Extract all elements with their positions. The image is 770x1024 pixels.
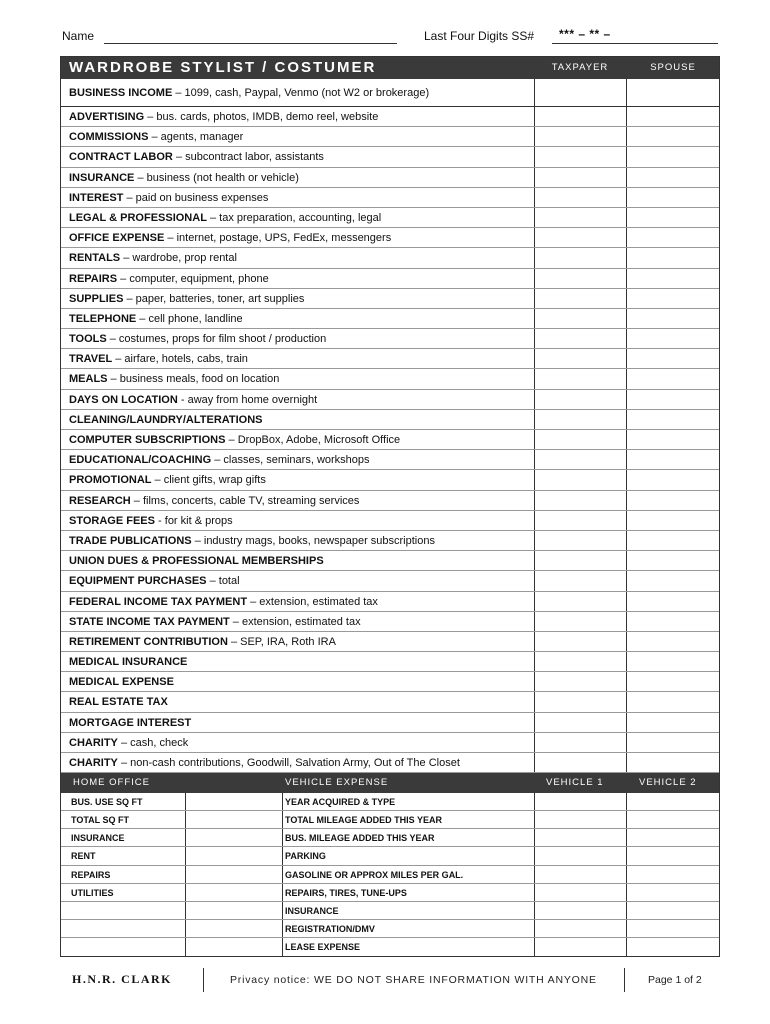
spouse-cell[interactable] <box>626 188 720 207</box>
expense-label <box>69 107 378 127</box>
ss-value: *** – ** – <box>559 27 611 41</box>
footer-divider <box>203 968 204 992</box>
expense-label <box>69 127 243 147</box>
spouse-cell[interactable] <box>626 430 720 449</box>
expense-category: REAL ESTATE TAX <box>69 696 168 709</box>
spouse-cell[interactable] <box>626 491 720 510</box>
vehicle2-cell[interactable] <box>626 884 720 901</box>
expense-description: – wardrobe, prop rental <box>120 252 237 265</box>
vehicle1-cell[interactable] <box>534 847 626 864</box>
home-vehicle-row <box>61 811 719 829</box>
vehicle-expense-cell <box>282 793 534 810</box>
spouse-cell[interactable] <box>626 450 720 469</box>
expense-row <box>61 551 719 571</box>
spouse-cell[interactable] <box>626 269 720 288</box>
expense-description: – industry mags, books, newspaper subscriptions <box>191 534 435 547</box>
expense-label <box>69 470 266 490</box>
expense-label <box>69 248 237 268</box>
expense-description: – classes, seminars, workshops <box>211 454 370 467</box>
spouse-cell[interactable] <box>626 531 720 550</box>
expense-description: – tax preparation, accounting, legal <box>206 211 382 224</box>
expense-label <box>69 289 304 309</box>
vehicle2-cell[interactable] <box>626 902 720 919</box>
vehicle2-cell[interactable] <box>626 866 720 883</box>
expense-row <box>61 329 719 349</box>
spouse-cell[interactable] <box>626 410 720 429</box>
expense-category: BUSINESS INCOME <box>69 87 173 99</box>
vehicle1-cell[interactable] <box>534 811 626 828</box>
expense-category: RENTALS <box>69 252 121 265</box>
expense-description: – bus. cards, photos, IMDB, demo reel, website <box>144 111 379 123</box>
home-vehicle-rows <box>61 793 719 956</box>
spouse-cell[interactable] <box>626 309 720 328</box>
spouse-cell[interactable] <box>626 289 720 308</box>
expense-label <box>69 269 269 289</box>
home-vehicle-row <box>61 866 719 884</box>
header-line <box>62 27 718 45</box>
home-vehicle-row <box>61 793 719 811</box>
expense-label <box>69 491 359 511</box>
expense-category: UNION DUES & PROFESSIONAL MEMBERSHIPS <box>69 555 324 568</box>
taxpayer-cell[interactable] <box>534 632 626 651</box>
footer <box>60 968 720 994</box>
vehicle-expense-cell <box>282 811 534 828</box>
expense-description: - for kit & props <box>154 514 233 527</box>
taxpayer-cell[interactable] <box>534 269 626 288</box>
taxpayer-cell[interactable] <box>534 147 626 166</box>
form-title: WARDROBE STYLIST / COSTUMER <box>69 59 377 76</box>
vehicle-expense-label: TOTAL MILEAGE ADDED THIS YEAR <box>285 815 443 826</box>
expense-category: SUPPLIES <box>69 292 124 305</box>
spouse-cell[interactable] <box>626 147 720 166</box>
taxpayer-cell[interactable] <box>534 369 626 388</box>
taxpayer-cell[interactable] <box>534 208 626 227</box>
expense-row <box>61 390 719 410</box>
ss-label: Last Four Digits SS# <box>424 29 535 43</box>
home-office-cell[interactable] <box>185 938 282 956</box>
taxpayer-cell[interactable] <box>534 450 626 469</box>
expense-description: – subcontract labor, assistants <box>172 151 324 164</box>
vehicle1-header: VEHICLE 1 <box>546 777 604 789</box>
expense-category: MEDICAL INSURANCE <box>69 656 188 669</box>
expense-category: OFFICE EXPENSE <box>69 232 165 245</box>
taxpayer-cell[interactable] <box>534 289 626 308</box>
taxpayer-cell[interactable] <box>534 692 626 711</box>
vehicle-expense-cell <box>282 938 534 956</box>
taxpayer-cell[interactable] <box>534 571 626 590</box>
vehicle1-cell[interactable] <box>534 829 626 846</box>
vehicle2-cell[interactable] <box>626 938 720 956</box>
expense-description: – extension, estimated tax <box>247 595 378 608</box>
home-office-cell[interactable] <box>185 866 282 883</box>
vehicle2-cell[interactable] <box>626 811 720 828</box>
taxpayer-cell[interactable] <box>534 349 626 368</box>
expense-row <box>61 511 719 531</box>
taxpayer-cell[interactable] <box>534 551 626 570</box>
expense-description: – cash, check <box>117 736 189 749</box>
taxpayer-cell[interactable] <box>534 168 626 187</box>
expense-description: – client gifts, wrap gifts <box>151 474 266 487</box>
vehicle2-cell[interactable] <box>626 920 720 937</box>
taxpayer-cell[interactable] <box>534 733 626 752</box>
expense-row <box>61 168 719 188</box>
spouse-cell[interactable] <box>626 228 720 247</box>
expense-label <box>69 753 460 773</box>
section2-header <box>61 773 719 793</box>
expense-row <box>61 309 719 329</box>
expense-description: – SEP, IRA, Roth IRA <box>227 635 336 648</box>
spouse-cell[interactable] <box>626 107 720 126</box>
expense-label <box>69 168 299 188</box>
spouse-cell[interactable] <box>626 692 720 711</box>
expense-label <box>69 79 429 107</box>
expense-description: – computer, equipment, phone <box>117 272 269 285</box>
expense-label <box>69 450 370 470</box>
spouse-cell[interactable] <box>626 672 720 691</box>
vehicle1-cell[interactable] <box>534 793 626 810</box>
home-office-label: TOTAL SQ FT <box>71 815 129 826</box>
expense-category: MORTGAGE INTEREST <box>69 716 192 729</box>
expense-description: – 1099, cash, Paypal, Venmo (not W2 or brokerage) <box>172 87 430 99</box>
spouse-cell[interactable] <box>626 612 720 631</box>
expense-row <box>61 107 719 127</box>
home-vehicle-row <box>61 938 719 956</box>
spouse-cell[interactable] <box>626 511 720 530</box>
expense-category: EDUCATIONAL/COACHING <box>69 454 212 467</box>
expense-rows <box>61 79 719 773</box>
vehicle-expense-cell <box>282 902 534 919</box>
expense-category: REPAIRS <box>69 272 118 285</box>
spouse-cell[interactable] <box>626 248 720 267</box>
spouse-cell[interactable] <box>626 571 720 590</box>
taxpayer-cell[interactable] <box>534 713 626 732</box>
expense-category: RESEARCH <box>69 494 131 507</box>
home-office-label: UTILITIES <box>71 887 114 898</box>
expense-description: – costumes, props for film shoot / production <box>106 333 327 346</box>
expense-category: RETIREMENT CONTRIBUTION <box>69 635 228 648</box>
taxpayer-cell[interactable] <box>534 188 626 207</box>
vehicle-expense-cell <box>282 829 534 846</box>
spouse-cell[interactable] <box>626 79 720 106</box>
expense-description: – business (not health or vehicle) <box>134 171 299 184</box>
expense-category: CHARITY <box>69 757 118 769</box>
expense-label <box>69 349 248 369</box>
vehicle2-header: VEHICLE 2 <box>639 777 697 789</box>
spouse-cell[interactable] <box>626 632 720 651</box>
vehicle-expense-label: INSURANCE <box>285 905 339 916</box>
expense-label <box>69 188 268 208</box>
form-header <box>61 57 719 79</box>
expense-category: STORAGE FEES <box>69 514 155 527</box>
expense-category: MEALS <box>69 373 108 386</box>
expense-row <box>61 228 719 248</box>
expense-row <box>61 713 719 733</box>
spouse-cell[interactable] <box>626 369 720 388</box>
expense-label <box>69 733 188 753</box>
taxpayer-cell[interactable] <box>534 410 626 429</box>
vehicle-expense-label: YEAR ACQUIRED & TYPE <box>285 797 396 808</box>
taxpayer-header: TAXPAYER <box>551 62 609 73</box>
expense-description: – DropBox, Adobe, Microsoft Office <box>225 434 401 446</box>
expense-label <box>69 147 324 167</box>
expense-label <box>69 430 400 450</box>
expense-description: – paid on business expenses <box>123 191 269 204</box>
expense-description: – agents, manager <box>148 131 244 144</box>
expense-category: DAYS ON LOCATION <box>69 393 178 406</box>
expense-row <box>61 753 719 773</box>
expense-form <box>60 56 720 957</box>
expense-category: EQUIPMENT PURCHASES <box>69 575 207 588</box>
expense-category: FEDERAL INCOME TAX PAYMENT <box>69 595 248 608</box>
expense-description: – airfare, hotels, cabs, train <box>112 353 248 366</box>
expense-label <box>69 592 378 612</box>
expense-row <box>61 79 719 107</box>
vehicle2-cell[interactable] <box>626 793 720 810</box>
taxpayer-cell[interactable] <box>534 672 626 691</box>
taxpayer-cell[interactable] <box>534 612 626 631</box>
expense-description: – total <box>206 575 240 588</box>
name-field[interactable] <box>104 43 397 44</box>
expense-category: INTEREST <box>69 191 124 204</box>
expense-row <box>61 188 719 208</box>
taxpayer-cell[interactable] <box>534 248 626 267</box>
vehicle1-cell[interactable] <box>534 866 626 883</box>
taxpayer-cell[interactable] <box>534 390 626 409</box>
expense-row <box>61 410 719 430</box>
expense-row <box>61 692 719 712</box>
vehicle-expense-cell <box>282 847 534 864</box>
taxpayer-cell[interactable] <box>534 309 626 328</box>
expense-label <box>69 551 324 571</box>
expense-row <box>61 147 719 167</box>
taxpayer-cell[interactable] <box>534 491 626 510</box>
expense-category: TRADE PUBLICATIONS <box>69 534 192 547</box>
home-office-cell[interactable] <box>185 811 282 828</box>
expense-row <box>61 592 719 612</box>
expense-category: MEDICAL EXPENSE <box>69 676 174 689</box>
expense-description: – extension, estimated tax <box>229 615 361 628</box>
expense-row <box>61 632 719 652</box>
privacy-notice: Privacy notice: WE DO NOT SHARE INFORMATION WITH ANYONE <box>230 974 597 986</box>
expense-category: CONTRACT LABOR <box>69 151 173 164</box>
home-office-header: HOME OFFICE <box>73 777 150 789</box>
page-number: Page 1 of 2 <box>648 974 702 986</box>
expense-description: – internet, postage, UPS, FedEx, messengers <box>164 232 392 245</box>
home-vehicle-row <box>61 847 719 865</box>
expense-label <box>69 692 168 712</box>
vehicle-expense-cell <box>282 866 534 883</box>
expense-label <box>69 410 263 430</box>
spouse-header: SPOUSE <box>650 62 696 73</box>
vehicle-expense-label: PARKING <box>285 851 326 862</box>
taxpayer-cell[interactable] <box>534 79 626 106</box>
expense-description: – films, concerts, cable TV, streaming services <box>130 494 360 507</box>
vehicle-expense-cell <box>282 884 534 901</box>
spouse-cell[interactable] <box>626 733 720 752</box>
expense-label <box>69 713 191 733</box>
expense-row <box>61 470 719 490</box>
expense-category: COMMISSIONS <box>69 131 149 144</box>
expense-row <box>61 531 719 551</box>
expense-description: – business meals, food on location <box>107 373 280 386</box>
taxpayer-cell[interactable] <box>534 652 626 671</box>
expense-row <box>61 491 719 511</box>
spouse-cell[interactable] <box>626 127 720 146</box>
expense-row <box>61 349 719 369</box>
spouse-cell[interactable] <box>626 753 720 772</box>
expense-label <box>69 672 174 692</box>
expense-category: STATE INCOME TAX PAYMENT <box>69 615 230 628</box>
home-vehicle-row <box>61 884 719 902</box>
expense-category: ADVERTISING <box>69 111 145 123</box>
expense-label <box>69 369 279 389</box>
expense-label <box>69 329 326 349</box>
taxpayer-cell[interactable] <box>534 531 626 550</box>
expense-row <box>61 369 719 389</box>
expense-row <box>61 672 719 692</box>
vehicle1-cell[interactable] <box>534 884 626 901</box>
home-office-cell[interactable] <box>185 847 282 864</box>
vehicle2-cell[interactable] <box>626 829 720 846</box>
expense-description: – cell phone, landline <box>136 312 243 325</box>
expense-category: CLEANING/LAUNDRY/ALTERATIONS <box>69 413 263 426</box>
expense-label <box>69 511 233 531</box>
vehicle-expense-label: REGISTRATION/DMV <box>285 923 375 934</box>
vehicle1-cell[interactable] <box>534 938 626 956</box>
home-office-cell[interactable] <box>185 884 282 901</box>
taxpayer-cell[interactable] <box>534 753 626 772</box>
expense-description: – paper, batteries, toner, art supplies <box>123 292 305 305</box>
home-vehicle-row <box>61 829 719 847</box>
spouse-cell[interactable] <box>626 168 720 187</box>
expense-label <box>69 390 317 410</box>
brand-logo: H.N.R. CLARK <box>72 972 173 986</box>
expense-label <box>69 652 187 672</box>
ss-field[interactable] <box>552 43 718 44</box>
spouse-cell[interactable] <box>626 329 720 348</box>
vehicle-expense-cell <box>282 920 534 937</box>
taxpayer-cell[interactable] <box>534 430 626 449</box>
home-office-cell[interactable] <box>185 829 282 846</box>
taxpayer-cell[interactable] <box>534 511 626 530</box>
expense-description: - away from home overnight <box>177 393 318 406</box>
expense-category: PROMOTIONAL <box>69 474 152 487</box>
expense-category: COMPUTER SUBSCRIPTIONS <box>69 434 226 446</box>
home-vehicle-row <box>61 902 719 920</box>
expense-row <box>61 450 719 470</box>
spouse-cell[interactable] <box>626 713 720 732</box>
expense-category: INSURANCE <box>69 171 135 184</box>
expense-label <box>69 571 240 591</box>
vehicle-expense-label: REPAIRS, TIRES, TUNE-UPS <box>285 887 407 898</box>
spouse-cell[interactable] <box>626 551 720 570</box>
taxpayer-cell[interactable] <box>534 592 626 611</box>
spouse-cell[interactable] <box>626 470 720 489</box>
expense-row <box>61 127 719 147</box>
home-office-cell[interactable] <box>185 920 282 937</box>
expense-label <box>69 309 243 329</box>
taxpayer-cell[interactable] <box>534 329 626 348</box>
spouse-cell[interactable] <box>626 390 720 409</box>
vehicle-expense-label: LEASE EXPENSE <box>285 941 361 952</box>
expense-row <box>61 208 719 228</box>
vehicle1-cell[interactable] <box>534 902 626 919</box>
vehicle2-cell[interactable] <box>626 847 720 864</box>
vehicle-expense-label: BUS. MILEAGE ADDED THIS YEAR <box>285 833 435 844</box>
expense-category: LEGAL & PROFESSIONAL <box>69 211 207 224</box>
home-office-label: REPAIRS <box>71 869 111 880</box>
expense-row <box>61 269 719 289</box>
expense-category: TOOLS <box>69 333 107 346</box>
vehicle-expense-header: VEHICLE EXPENSE <box>285 777 389 789</box>
expense-row <box>61 248 719 268</box>
home-office-cell[interactable] <box>185 902 282 919</box>
expense-label <box>69 531 435 551</box>
expense-row <box>61 733 719 753</box>
expense-label <box>69 228 391 248</box>
taxpayer-cell[interactable] <box>534 470 626 489</box>
expense-label <box>69 208 381 228</box>
spouse-cell[interactable] <box>626 652 720 671</box>
expense-row <box>61 612 719 632</box>
expense-label <box>69 632 336 652</box>
vehicle1-cell[interactable] <box>534 920 626 937</box>
expense-category: TELEPHONE <box>69 312 137 325</box>
spouse-cell[interactable] <box>626 349 720 368</box>
expense-category: TRAVEL <box>69 353 113 366</box>
expense-row <box>61 430 719 450</box>
name-label: Name <box>62 29 95 43</box>
expense-row <box>61 652 719 672</box>
footer-divider <box>624 968 625 992</box>
taxpayer-cell[interactable] <box>534 107 626 126</box>
taxpayer-cell[interactable] <box>534 228 626 247</box>
home-vehicle-row <box>61 920 719 938</box>
expense-label <box>69 612 361 632</box>
spouse-cell[interactable] <box>626 592 720 611</box>
vehicle-expense-label: GASOLINE OR APPROX MILES PER GAL. <box>285 869 464 880</box>
expense-row <box>61 289 719 309</box>
home-office-label: INSURANCE <box>71 833 125 844</box>
home-office-cell[interactable] <box>185 793 282 810</box>
spouse-cell[interactable] <box>626 208 720 227</box>
taxpayer-cell[interactable] <box>534 127 626 146</box>
expense-row <box>61 571 719 591</box>
home-office-label: BUS. USE SQ FT <box>71 797 143 808</box>
expense-category: CHARITY <box>69 736 118 749</box>
home-office-label: RENT <box>71 851 96 862</box>
expense-description: – non-cash contributions, Goodwill, Salvation Army, Out of The Closet <box>117 757 460 769</box>
